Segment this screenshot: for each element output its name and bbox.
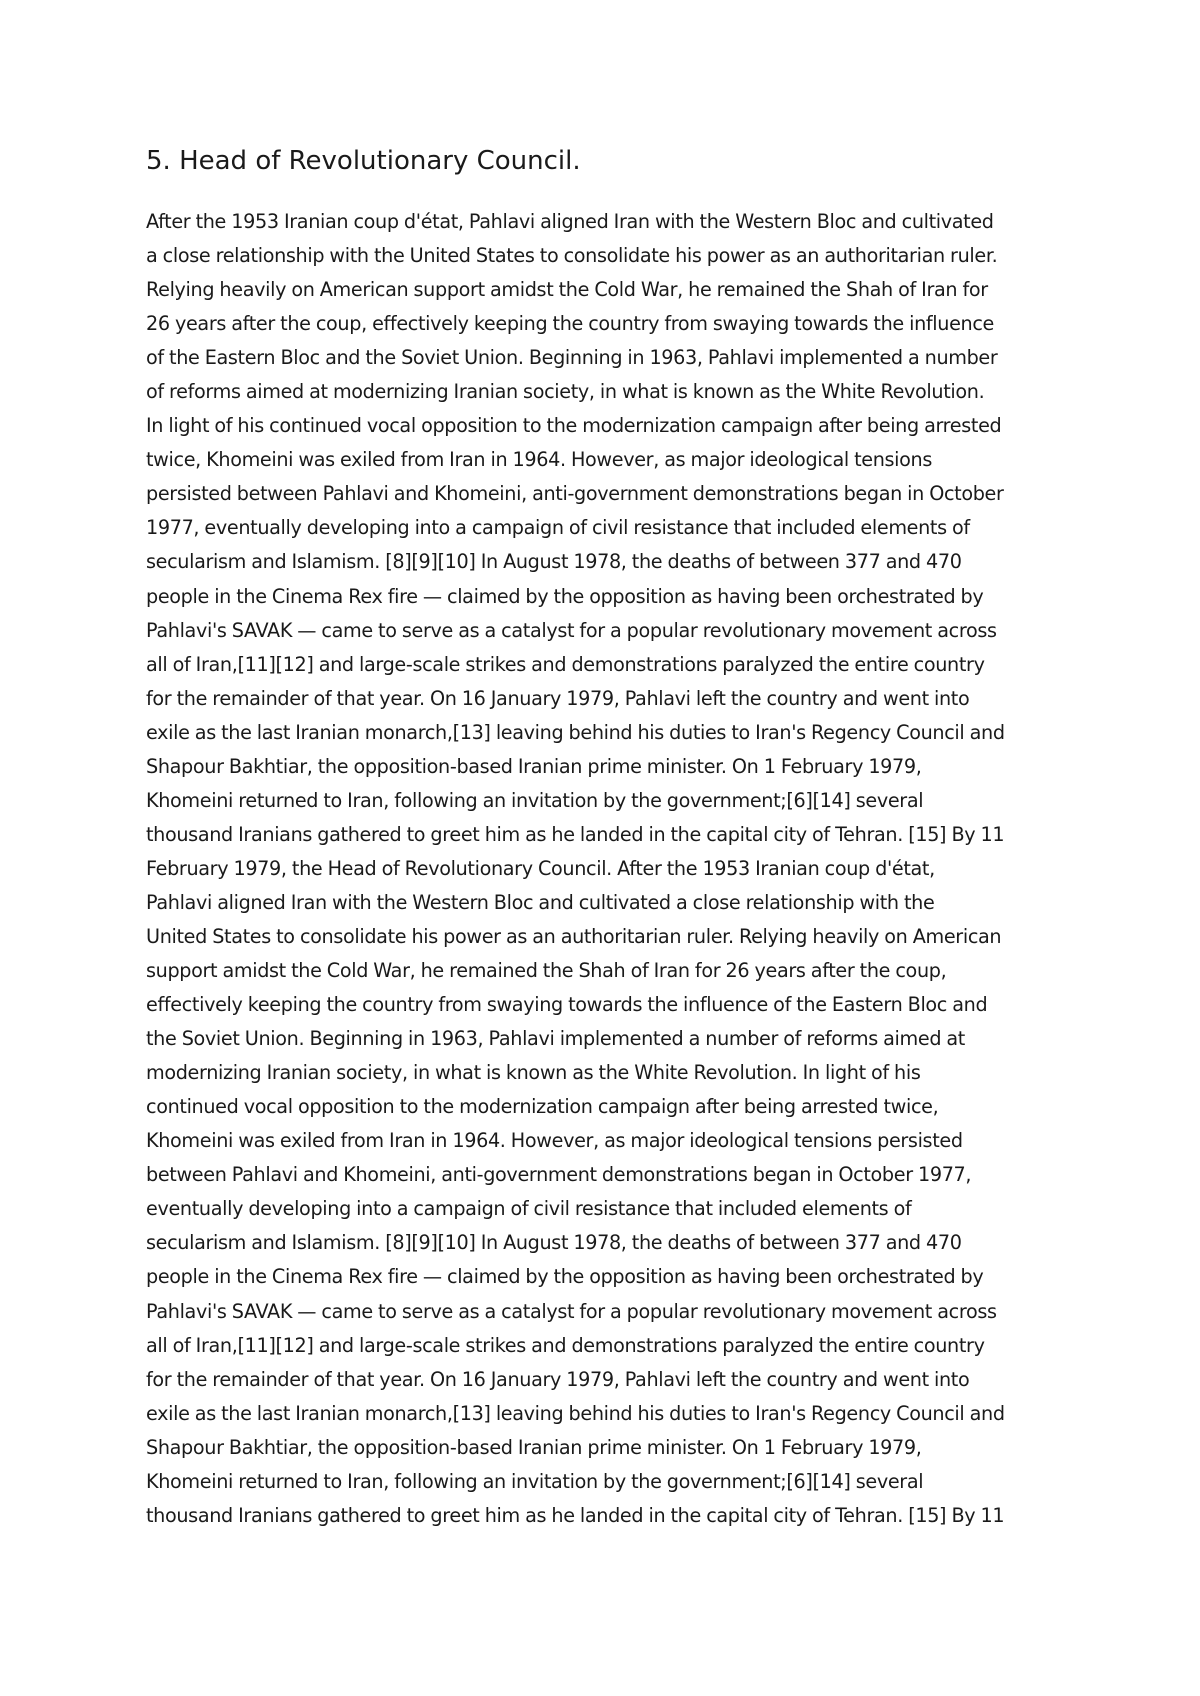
text-line: between Pahlavi and Khomeini, anti-government demonstrations began in October 1977,: [146, 1163, 972, 1187]
text-line: people in the Cinema Rex fire — claimed by the opposition as having been orchestrated by: [146, 1265, 984, 1289]
text-line: twice, Khomeini was exiled from Iran in 1964. However, as major ideological tensions: [146, 448, 933, 472]
text-line: Pahlavi aligned Iran with the Western Bloc and cultivated a close relationship with the: [146, 890, 935, 914]
text-line: exile as the last Iranian monarch,[13] leaving behind his duties to Iran's Regency Council and: [146, 1401, 1005, 1425]
text-line: a close relationship with the United States to consolidate his power as an authoritarian ruler.: [146, 244, 998, 268]
text-line: Shapour Bakhtiar, the opposition-based Iranian prime minister. On 1 February 1979,: [146, 1435, 922, 1459]
text-line: secularism and Islamism. [8][9][10] In August 1978, the deaths of between 377 and 470: [146, 1231, 962, 1255]
text-line: February 1979, the Head of Revolutionary Council. After the 1953 Iranian coup d'état,: [146, 856, 935, 880]
text-line: support amidst the Cold War, he remained the Shah of Iran for 26 years after the coup,: [146, 959, 947, 983]
text-line: 26 years after the coup, effectively keeping the country from swaying towards the influence: [146, 312, 995, 336]
text-line: of reforms aimed at modernizing Iranian society, in what is known as the White Revolution.: [146, 380, 985, 404]
text-line: Khomeini returned to Iran, following an invitation by the government;[6][14] several: [146, 1469, 924, 1493]
text-line: persisted between Pahlavi and Khomeini, anti-government demonstrations began in October: [146, 482, 1004, 506]
text-line: thousand Iranians gathered to greet him as he landed in the capital city of Tehran. [15] By 11: [146, 822, 1005, 846]
text-line: Pahlavi's SAVAK — came to serve as a catalyst for a popular revolutionary movement across: [146, 618, 997, 642]
body-paragraph: [146, 205, 1086, 1533]
text-line: Relying heavily on American support amidst the Cold War, he remained the Shah of Iran for: [146, 278, 988, 302]
page-heading: 5. Head of Revolutionary Council.: [146, 146, 581, 176]
text-line: After the 1953 Iranian coup d'état, Pahlavi aligned Iran with the Western Bloc and cultivated: [146, 210, 994, 233]
text-line: for the remainder of that year. On 16 January 1979, Pahlavi left the country and went into: [146, 1367, 970, 1391]
text-line: people in the Cinema Rex fire — claimed by the opposition as having been orchestrated by: [146, 584, 984, 608]
text-line: 1977, eventually developing into a campaign of civil resistance that included elements of: [146, 516, 970, 540]
text-line: of the Eastern Bloc and the Soviet Union. Beginning in 1963, Pahlavi implemented a number: [146, 346, 998, 370]
text-line: all of Iran,[11][12] and large-scale strikes and demonstrations paralyzed the entire country: [146, 652, 985, 676]
text-line: Pahlavi's SAVAK — came to serve as a catalyst for a popular revolutionary movement across: [146, 1299, 997, 1323]
text-line: the Soviet Union. Beginning in 1963, Pahlavi implemented a number of reforms aimed at: [146, 1027, 965, 1051]
text-line: all of Iran,[11][12] and large-scale strikes and demonstrations paralyzed the entire country: [146, 1333, 985, 1357]
text-line: Khomeini was exiled from Iran in 1964. However, as major ideological tensions persisted: [146, 1129, 963, 1153]
text-line: eventually developing into a campaign of civil resistance that included elements of: [146, 1197, 912, 1221]
text-line: continued vocal opposition to the modernization campaign after being arrested twice,: [146, 1095, 939, 1119]
text-line: effectively keeping the country from swaying towards the influence of the Eastern Bloc and: [146, 993, 988, 1017]
text-line: In light of his continued vocal opposition to the modernization campaign after being arrested: [146, 414, 1002, 438]
text-line: secularism and Islamism. [8][9][10] In August 1978, the deaths of between 377 and 470: [146, 550, 962, 574]
text-line: thousand Iranians gathered to greet him as he landed in the capital city of Tehran. [15] By 11: [146, 1503, 1005, 1527]
text-line: Khomeini returned to Iran, following an invitation by the government;[6][14] several: [146, 788, 924, 812]
text-line: for the remainder of that year. On 16 January 1979, Pahlavi left the country and went into: [146, 686, 970, 710]
text-line: exile as the last Iranian monarch,[13] leaving behind his duties to Iran's Regency Council and: [146, 720, 1005, 744]
text-line: modernizing Iranian society, in what is known as the White Revolution. In light of his: [146, 1061, 921, 1085]
text-line: United States to consolidate his power as an authoritarian ruler. Relying heavily on American: [146, 924, 1002, 948]
text-line: Shapour Bakhtiar, the opposition-based Iranian prime minister. On 1 February 1979,: [146, 754, 922, 778]
